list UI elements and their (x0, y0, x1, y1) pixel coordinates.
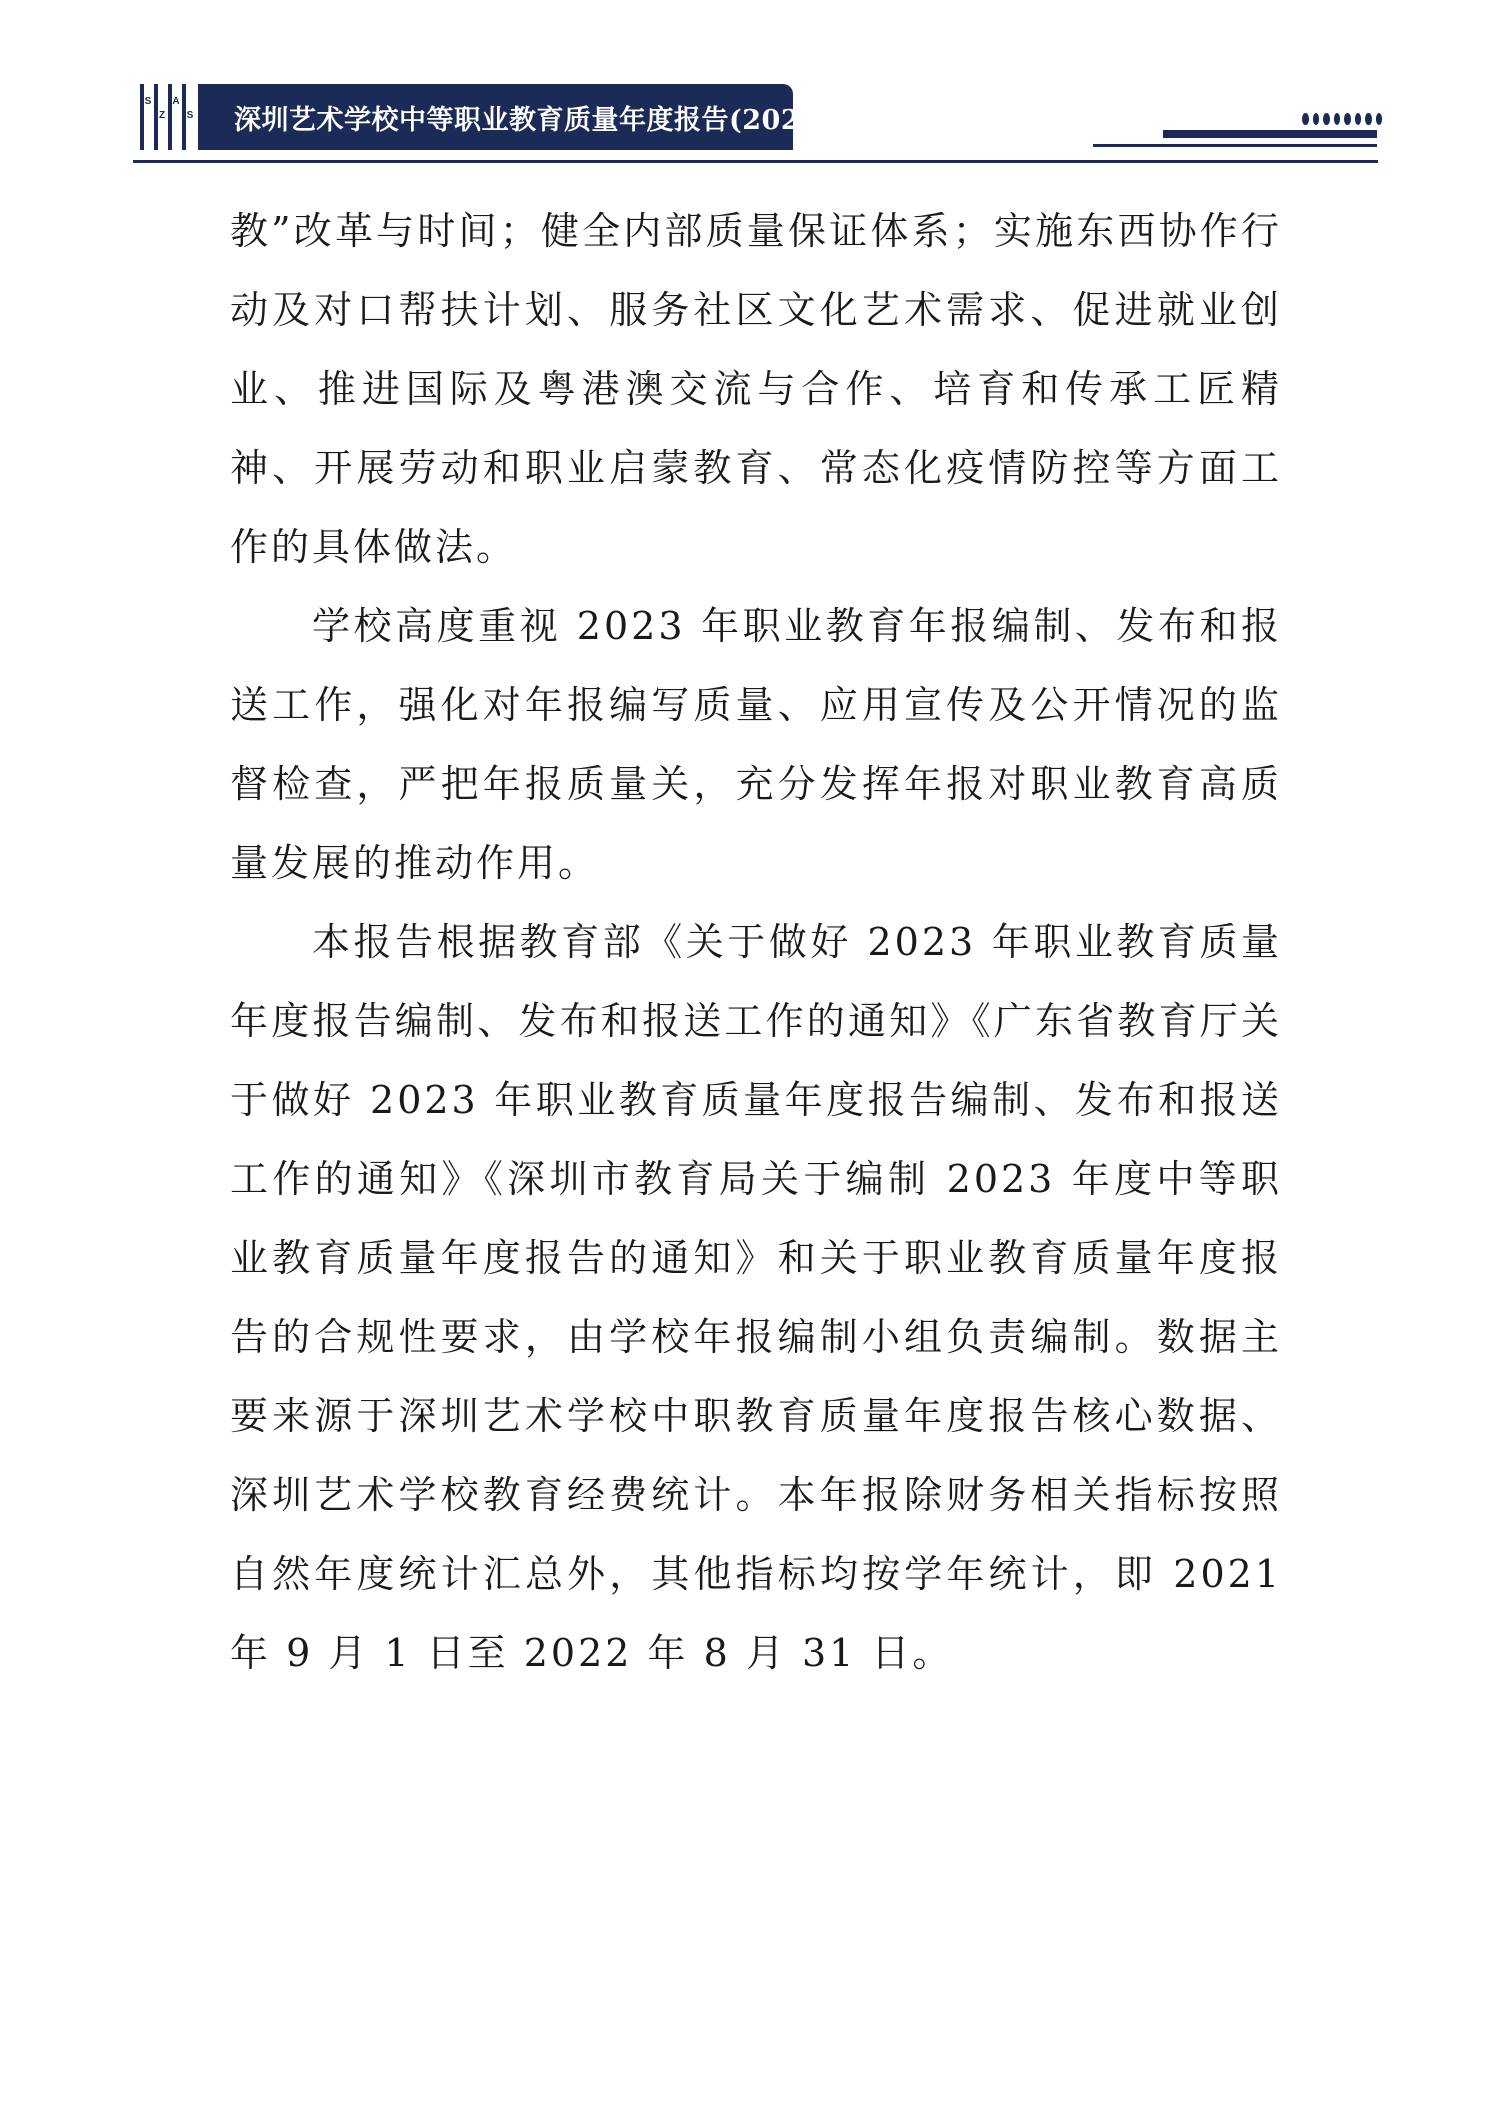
page-header (0, 0, 1499, 175)
logo-letter: S (144, 96, 152, 107)
logo-letter: A (172, 96, 180, 107)
paragraph-report-basis: 本报告根据教育部《关于做好 2023 年职业教育质量年度报告编制、发布和报送工作的通知》《广东省教育厅关于做好 2023 年职业教育质量年度报告编制、发布和报送工作的通知》《深圳市教育局关于编制 2023 年度中等职业教育质量年度报告的通知》和关于职业教育质量年度报告的合规性要求，由学校年报编制小组负责编制。数据主要来源于深圳艺术学校中职教育质量年度报告核心数据、深圳艺术学校教育经费统计。本年报除财务相关指标按照自然年度统计汇总外，其他指标均按学年统计，即 2021 年 9 月 1 日至 2022 年 8 月 31 日。 (230, 920, 1282, 1675)
header-rule-mid (1093, 144, 1377, 147)
logo-letter: S (186, 110, 194, 121)
header-rule-thick (1163, 130, 1377, 138)
paragraph-annual-report-importance: 学校高度重视 2023 年职业教育年报编制、发布和报送工作，强化对年报编写质量、应用宣传及公开情况的监督检查，严把年报质量关，充分发挥年报对职业教育高质量发展的推动作用。 (230, 604, 1282, 885)
header-rule-long (133, 160, 1378, 163)
header-title-banner (198, 84, 833, 150)
report-body (230, 192, 1282, 1693)
logo-letter: Z (158, 110, 166, 121)
paragraph-continuation: 教”改革与时间；健全内部质量保证体系；实施东西协作行动及对口帮扶计划、服务社区文化艺术需求、促进就业创业、推进国际及粤港澳交流与合作、培育和传承工匠精神、开展劳动和职业启蒙教育、常态化疫情防控等方面工作的具体做法。 (230, 209, 1282, 569)
school-logo (138, 84, 196, 150)
header-title: 深圳艺术学校中等职业教育质量年度报告(2023) (234, 104, 833, 136)
decorative-dots (1302, 113, 1382, 127)
